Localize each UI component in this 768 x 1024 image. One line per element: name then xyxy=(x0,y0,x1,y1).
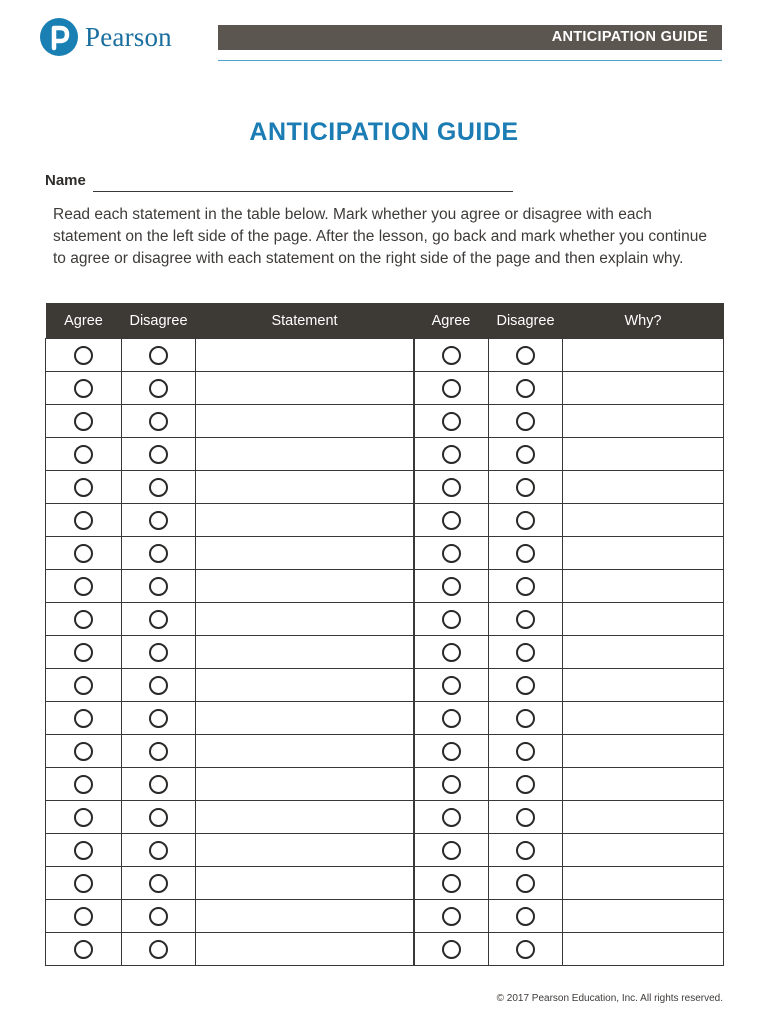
agree-after-cell xyxy=(414,900,489,933)
disagree-after-radio[interactable] xyxy=(516,445,535,464)
agree-after-radio[interactable] xyxy=(442,676,461,695)
disagree-after-radio[interactable] xyxy=(516,874,535,893)
header-divider xyxy=(218,60,722,61)
disagree-before-radio[interactable] xyxy=(149,346,168,365)
agree-after-cell xyxy=(414,768,489,801)
agree-before-cell xyxy=(46,768,122,801)
disagree-after-radio[interactable] xyxy=(516,511,535,530)
statement-cell[interactable] xyxy=(196,603,414,636)
agree-after-cell xyxy=(414,405,489,438)
agree-after-cell xyxy=(414,504,489,537)
statement-cell[interactable] xyxy=(196,636,414,669)
agree-before-radio[interactable] xyxy=(74,544,93,563)
table-row xyxy=(46,669,724,702)
disagree-after-cell xyxy=(489,801,563,834)
name-field[interactable] xyxy=(45,172,515,194)
disagree-after-cell xyxy=(489,702,563,735)
disagree-after-radio[interactable] xyxy=(516,709,535,728)
header-statement: Statement xyxy=(196,303,414,339)
agree-before-cell xyxy=(46,438,122,471)
agree-after-radio[interactable] xyxy=(442,940,461,959)
agree-before-radio[interactable] xyxy=(74,676,93,695)
agree-after-radio[interactable] xyxy=(442,445,461,464)
agree-after-radio[interactable] xyxy=(442,511,461,530)
disagree-before-cell xyxy=(122,702,196,735)
disagree-before-radio[interactable] xyxy=(149,643,168,662)
disagree-after-cell xyxy=(489,669,563,702)
agree-before-cell xyxy=(46,504,122,537)
disagree-before-radio[interactable] xyxy=(149,544,168,563)
agree-before-cell xyxy=(46,372,122,405)
table-row xyxy=(46,504,724,537)
statement-cell[interactable] xyxy=(196,405,414,438)
agree-after-radio[interactable] xyxy=(442,775,461,794)
disagree-after-radio[interactable] xyxy=(516,940,535,959)
disagree-before-cell xyxy=(122,405,196,438)
agree-after-cell xyxy=(414,339,489,372)
disagree-before-cell xyxy=(122,504,196,537)
disagree-before-cell xyxy=(122,933,196,966)
agree-before-radio[interactable] xyxy=(74,940,93,959)
agree-before-cell xyxy=(46,471,122,504)
disagree-after-cell xyxy=(489,405,563,438)
disagree-after-cell xyxy=(489,537,563,570)
statement-cell[interactable] xyxy=(196,933,414,966)
disagree-before-cell xyxy=(122,801,196,834)
table-row xyxy=(46,636,724,669)
why-cell[interactable] xyxy=(563,636,724,669)
agree-before-cell xyxy=(46,801,122,834)
agree-before-radio[interactable] xyxy=(74,808,93,827)
agree-before-radio[interactable] xyxy=(74,775,93,794)
agree-after-cell xyxy=(414,669,489,702)
disagree-after-radio[interactable] xyxy=(516,742,535,761)
why-cell[interactable] xyxy=(563,405,724,438)
why-cell[interactable] xyxy=(563,471,724,504)
header-banner-label: ANTICIPATION GUIDE xyxy=(551,29,708,45)
table-row xyxy=(46,438,724,471)
agree-before-radio[interactable] xyxy=(74,907,93,926)
disagree-before-cell xyxy=(122,669,196,702)
disagree-after-radio[interactable] xyxy=(516,643,535,662)
disagree-before-radio[interactable] xyxy=(149,808,168,827)
statement-cell[interactable] xyxy=(196,504,414,537)
table-row xyxy=(46,537,724,570)
disagree-after-radio[interactable] xyxy=(516,346,535,365)
disagree-after-cell xyxy=(489,636,563,669)
disagree-after-radio[interactable] xyxy=(516,841,535,860)
disagree-after-cell xyxy=(489,471,563,504)
disagree-before-cell xyxy=(122,768,196,801)
disagree-after-cell xyxy=(489,900,563,933)
disagree-before-cell xyxy=(122,636,196,669)
agree-before-cell xyxy=(46,405,122,438)
agree-after-radio[interactable] xyxy=(442,412,461,431)
table-row xyxy=(46,339,724,372)
agree-before-radio[interactable] xyxy=(74,379,93,398)
disagree-after-cell xyxy=(489,735,563,768)
table-row xyxy=(46,603,724,636)
disagree-after-cell xyxy=(489,504,563,537)
disagree-before-radio[interactable] xyxy=(149,874,168,893)
disagree-before-cell xyxy=(122,471,196,504)
disagree-before-radio[interactable] xyxy=(149,511,168,530)
disagree-after-cell xyxy=(489,834,563,867)
disagree-before-cell xyxy=(122,537,196,570)
disagree-before-cell xyxy=(122,900,196,933)
disagree-after-cell xyxy=(489,867,563,900)
disagree-before-radio[interactable] xyxy=(149,610,168,629)
agree-after-radio[interactable] xyxy=(442,841,461,860)
disagree-before-radio[interactable] xyxy=(149,775,168,794)
statement-cell[interactable] xyxy=(196,537,414,570)
disagree-after-radio[interactable] xyxy=(516,775,535,794)
statement-cell[interactable] xyxy=(196,570,414,603)
agree-after-cell xyxy=(414,801,489,834)
agree-before-radio[interactable] xyxy=(74,445,93,464)
table-row xyxy=(46,372,724,405)
agree-after-cell xyxy=(414,867,489,900)
table-row xyxy=(46,735,724,768)
header-why: Why? xyxy=(563,303,724,339)
agree-before-cell xyxy=(46,933,122,966)
disagree-before-radio[interactable] xyxy=(149,478,168,497)
agree-after-cell xyxy=(414,933,489,966)
why-cell[interactable] xyxy=(563,603,724,636)
agree-before-cell xyxy=(46,735,122,768)
disagree-after-cell xyxy=(489,570,563,603)
agree-before-radio[interactable] xyxy=(74,478,93,497)
disagree-before-radio[interactable] xyxy=(149,841,168,860)
agree-after-radio[interactable] xyxy=(442,577,461,596)
agree-before-cell xyxy=(46,603,122,636)
why-cell[interactable] xyxy=(563,339,724,372)
agree-after-cell xyxy=(414,372,489,405)
disagree-before-radio[interactable] xyxy=(149,676,168,695)
disagree-after-cell xyxy=(489,339,563,372)
why-cell[interactable] xyxy=(563,834,724,867)
header-disagree-before: Disagree xyxy=(122,303,196,339)
disagree-before-radio[interactable] xyxy=(149,742,168,761)
disagree-before-radio[interactable] xyxy=(149,907,168,926)
why-cell[interactable] xyxy=(563,735,724,768)
disagree-before-cell xyxy=(122,570,196,603)
agree-after-radio[interactable] xyxy=(442,808,461,827)
agree-after-cell xyxy=(414,570,489,603)
disagree-before-cell xyxy=(122,438,196,471)
agree-before-radio[interactable] xyxy=(74,412,93,431)
statement-cell[interactable] xyxy=(196,735,414,768)
agree-after-cell xyxy=(414,735,489,768)
table-header-row xyxy=(46,303,724,339)
table-row xyxy=(46,834,724,867)
disagree-before-radio[interactable] xyxy=(149,577,168,596)
agree-before-radio[interactable] xyxy=(74,346,93,365)
pearson-logo xyxy=(40,18,172,56)
agree-before-cell xyxy=(46,834,122,867)
disagree-before-cell xyxy=(122,834,196,867)
header-disagree-after: Disagree xyxy=(489,303,563,339)
disagree-before-cell xyxy=(122,867,196,900)
agree-after-radio[interactable] xyxy=(442,643,461,662)
disagree-after-cell xyxy=(489,603,563,636)
agree-after-cell xyxy=(414,603,489,636)
disagree-before-cell xyxy=(122,603,196,636)
disagree-after-radio[interactable] xyxy=(516,412,535,431)
table-row xyxy=(46,801,724,834)
brand-name: Pearson xyxy=(85,21,172,52)
why-cell[interactable] xyxy=(563,537,724,570)
agree-before-radio[interactable] xyxy=(74,577,93,596)
agree-after-radio[interactable] xyxy=(442,709,461,728)
statement-cell[interactable] xyxy=(196,768,414,801)
disagree-before-radio[interactable] xyxy=(149,412,168,431)
agree-before-cell xyxy=(46,636,122,669)
agree-before-radio[interactable] xyxy=(74,874,93,893)
agree-after-cell xyxy=(414,471,489,504)
table-row xyxy=(46,471,724,504)
disagree-before-radio[interactable] xyxy=(149,379,168,398)
why-cell[interactable] xyxy=(563,867,724,900)
agree-after-radio[interactable] xyxy=(442,478,461,497)
table-row xyxy=(46,867,724,900)
agree-before-cell xyxy=(46,702,122,735)
agree-after-radio[interactable] xyxy=(442,346,461,365)
agree-after-cell xyxy=(414,537,489,570)
header-banner xyxy=(218,25,722,50)
agree-before-cell xyxy=(46,570,122,603)
disagree-before-cell xyxy=(122,372,196,405)
why-cell[interactable] xyxy=(563,504,724,537)
why-cell[interactable] xyxy=(563,768,724,801)
why-cell[interactable] xyxy=(563,372,724,405)
disagree-after-radio[interactable] xyxy=(516,478,535,497)
why-cell[interactable] xyxy=(563,570,724,603)
disagree-after-radio[interactable] xyxy=(516,577,535,596)
agree-after-cell xyxy=(414,636,489,669)
table-row xyxy=(46,405,724,438)
statement-cell[interactable] xyxy=(196,801,414,834)
disagree-before-radio[interactable] xyxy=(149,445,168,464)
disagree-before-cell xyxy=(122,339,196,372)
table-body xyxy=(46,339,724,966)
table-row xyxy=(46,900,724,933)
page-title: ANTICIPATION GUIDE xyxy=(249,118,519,146)
disagree-before-radio[interactable] xyxy=(149,940,168,959)
table-row xyxy=(46,768,724,801)
name-input-line[interactable] xyxy=(93,191,513,192)
agree-before-radio[interactable] xyxy=(74,643,93,662)
agree-after-cell xyxy=(414,438,489,471)
why-cell[interactable] xyxy=(563,702,724,735)
agree-after-cell xyxy=(414,702,489,735)
agree-after-radio[interactable] xyxy=(442,907,461,926)
anticipation-table xyxy=(45,303,724,966)
why-cell[interactable] xyxy=(563,900,724,933)
disagree-after-radio[interactable] xyxy=(516,907,535,926)
agree-before-cell xyxy=(46,537,122,570)
agree-before-cell xyxy=(46,669,122,702)
agree-before-radio[interactable] xyxy=(74,511,93,530)
instructions-text: Read each statement in the table below. Mark whether you agree or disagree with each statement on the left side of the page. After the lesson, go back and mark whether you continue to agree or disagree with each statement on the right side of the page and then explain why. xyxy=(53,206,707,267)
why-cell[interactable] xyxy=(563,801,724,834)
disagree-after-cell xyxy=(489,438,563,471)
agree-before-radio[interactable] xyxy=(74,709,93,728)
disagree-after-radio[interactable] xyxy=(516,676,535,695)
disagree-after-cell xyxy=(489,372,563,405)
agree-after-radio[interactable] xyxy=(442,544,461,563)
name-label: Name xyxy=(45,172,86,189)
disagree-after-radio[interactable] xyxy=(516,808,535,827)
statement-cell[interactable] xyxy=(196,438,414,471)
agree-after-radio[interactable] xyxy=(442,610,461,629)
agree-before-cell xyxy=(46,867,122,900)
statement-cell[interactable] xyxy=(196,702,414,735)
table-row xyxy=(46,702,724,735)
agree-before-radio[interactable] xyxy=(74,841,93,860)
disagree-after-cell xyxy=(489,933,563,966)
agree-after-radio[interactable] xyxy=(442,742,461,761)
why-cell[interactable] xyxy=(563,933,724,966)
statement-cell[interactable] xyxy=(196,669,414,702)
why-cell[interactable] xyxy=(563,669,724,702)
table-row xyxy=(46,570,724,603)
disagree-after-radio[interactable] xyxy=(516,379,535,398)
header-agree-after: Agree xyxy=(414,303,489,339)
pearson-logo-icon xyxy=(40,18,78,56)
agree-before-cell xyxy=(46,339,122,372)
statement-cell[interactable] xyxy=(196,372,414,405)
header-agree-before: Agree xyxy=(46,303,122,339)
disagree-after-radio[interactable] xyxy=(516,610,535,629)
copyright-text: © 2017 Pearson Education, Inc. All rights reserved. xyxy=(496,993,723,1004)
agree-after-radio[interactable] xyxy=(442,379,461,398)
statement-cell[interactable] xyxy=(196,900,414,933)
disagree-before-cell xyxy=(122,735,196,768)
agree-before-cell xyxy=(46,900,122,933)
statement-cell[interactable] xyxy=(196,339,414,372)
statement-cell[interactable] xyxy=(196,471,414,504)
disagree-before-radio[interactable] xyxy=(149,709,168,728)
agree-before-radio[interactable] xyxy=(74,742,93,761)
disagree-after-cell xyxy=(489,768,563,801)
why-cell[interactable] xyxy=(563,438,724,471)
disagree-after-radio[interactable] xyxy=(516,544,535,563)
agree-after-radio[interactable] xyxy=(442,874,461,893)
statement-cell[interactable] xyxy=(196,834,414,867)
table-row xyxy=(46,933,724,966)
statement-cell[interactable] xyxy=(196,867,414,900)
agree-after-cell xyxy=(414,834,489,867)
agree-before-radio[interactable] xyxy=(74,610,93,629)
